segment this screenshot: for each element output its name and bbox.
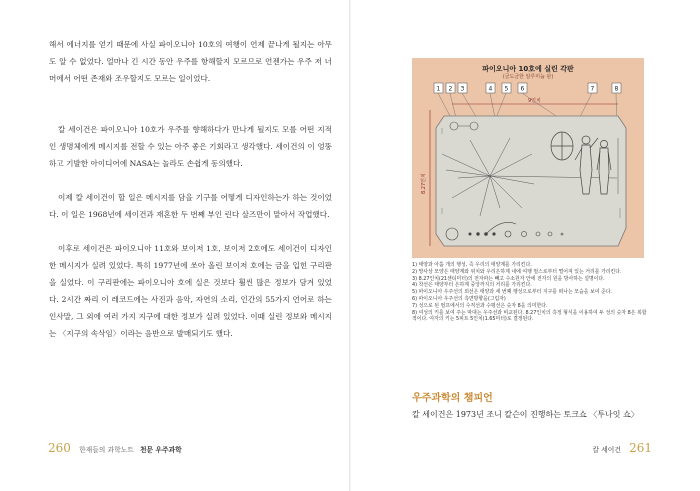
figure-number: 4: [488, 85, 493, 93]
section-heading: 우주과학의 챔피언: [412, 393, 493, 404]
figure-number: 6: [520, 85, 525, 93]
right-footer: [592, 441, 652, 455]
number-boxes: [434, 83, 621, 93]
caption-item: 7) 성으로 된 펄프에서의 수직선과 수평선은 숫자 8을 의미한다.: [412, 302, 548, 309]
plaque-illustration: [412, 58, 644, 258]
figure-number: 5: [504, 85, 509, 93]
figure-title: 파이오니아 10호에 실린 각판: [482, 65, 574, 73]
figure-subtitle: (금도금한 알루미늄 판): [502, 74, 554, 80]
side-dimension-label: 8.27인치: [421, 173, 427, 194]
top-dimension-label: 9인치: [528, 98, 541, 104]
caption-item: 6) 파이오니아 우주선의 측면방향을(그림자): [412, 295, 506, 302]
paragraph: 이후로 세이건은 파이오니아 11호와 보이저 1호, 보이저 2호에도 세이건이 디자인한 메시지가 실려 있었다. 특히 1977년에 쏘아 올린 보이저 호에는 금을 입힌 구리판을 실었다. 이 구리판에는 파이오니아 호에 실은 것보다 훨씬 많은 정보가 담겨 있었다. 2시간 짜리 이 레코드에는 사진과 음악, 자연의 소리, 인간의 55가지 언어로 하는 인사말, 그 외에 여러 가지 지구에 대한 정보가 실려 있었다. 이때 실린 정보와 메시지는 〈지구의 속삭임〉이라는 음반으로 발매되기도 했다.: [49, 244, 332, 338]
running-head: 칼 세이건: [592, 446, 621, 454]
figure-number: 1: [436, 85, 441, 93]
spacecraft-outline: [551, 132, 573, 160]
caption-item: 1) 태양과 아홉 개의 행성, 즉 우리의 태양계를 가리킨다.: [412, 262, 532, 268]
caption-item: 8) 여성의 키를 보여 주는 막대는 우주선과 비교된다. 8.27인치의 측정 형식을 이용하여 두 성의 숫자 8은 복합적이다. 여자의 키는 5피트 5인치(1.65미터)로 결정된다.: [412, 309, 647, 323]
left-footer: [48, 441, 182, 455]
paragraph: 해서 에너지를 얻기 때문에 사실 파이오니아 10호의 여행이 언제 끝나게 될지는 아무도 알 수 없었다. 얼마나 긴 시간 동안 우주를 항해할지 모르므로 언젠가는 우주 저 너머에서 어떤 존재와 조우할지도 모르는 일이었다.: [49, 40, 332, 83]
page-gutter: [349, 0, 351, 491]
figure-number: 8: [614, 85, 619, 93]
figure-number: 7: [590, 85, 595, 93]
paragraph: 칼 세이건은 파이오니아 10호가 우주를 향해하다가 만나게 될지도 모를 어떤 지적인 생명체에게 메시지를 전할 수 있는 아주 좋은 기회라고 생각했다. 세이건의 이 엉뚱하고 기발한 아이디어에 NASA는 놀라도 손쉽게 동의했다.: [49, 125, 332, 168]
paragraph: 이제 칼 세이건이 할 일은 메시지를 담을 기구를 어떻게 디자인하는가 하는 것이었다. 이 일은 1968년에 세이건과 재혼한 두 번째 부인 린다 살즈만이 맡아서 작업했다.: [49, 193, 332, 219]
page-number: 261: [629, 441, 652, 455]
caption-item: 2) 망사상 모양은 태양계와 위치와 우리은하계 내에 여행 펄스로부터 떨어져 있는 거리를 가리킨다.: [412, 268, 622, 275]
caption-item: 5) 파이오니아 우주선의 외선은 태양과 세 번째 행성으로부터 지구를 떠나는 모습을 보여 준다.: [412, 289, 613, 296]
figure-caption-list: [412, 262, 650, 323]
book-title: 한재들의 과학노트: [79, 446, 134, 454]
pioneer-plaque-figure: [412, 58, 644, 258]
page-number: 260: [48, 441, 71, 455]
plaque: [436, 116, 626, 246]
figure-number: 3: [460, 85, 465, 93]
caption-item: 4) 착선은 태양부터 은하계 중앙까지의 거리를 가리킨다.: [412, 282, 532, 289]
caption-item: 3) 8.27인치(21센티미터)의 전자파는 빼고 수소원자 안에 전자의 원을 방사하는 설명이다.: [412, 275, 605, 282]
figure-number: 2: [448, 85, 453, 93]
paragraph: 칼 세이건은 1973년 조니 칼슨이 진행하는 토크쇼 〈투나잇 쇼〉: [412, 410, 639, 419]
chapter-title: 천문 우주과학: [139, 446, 182, 454]
